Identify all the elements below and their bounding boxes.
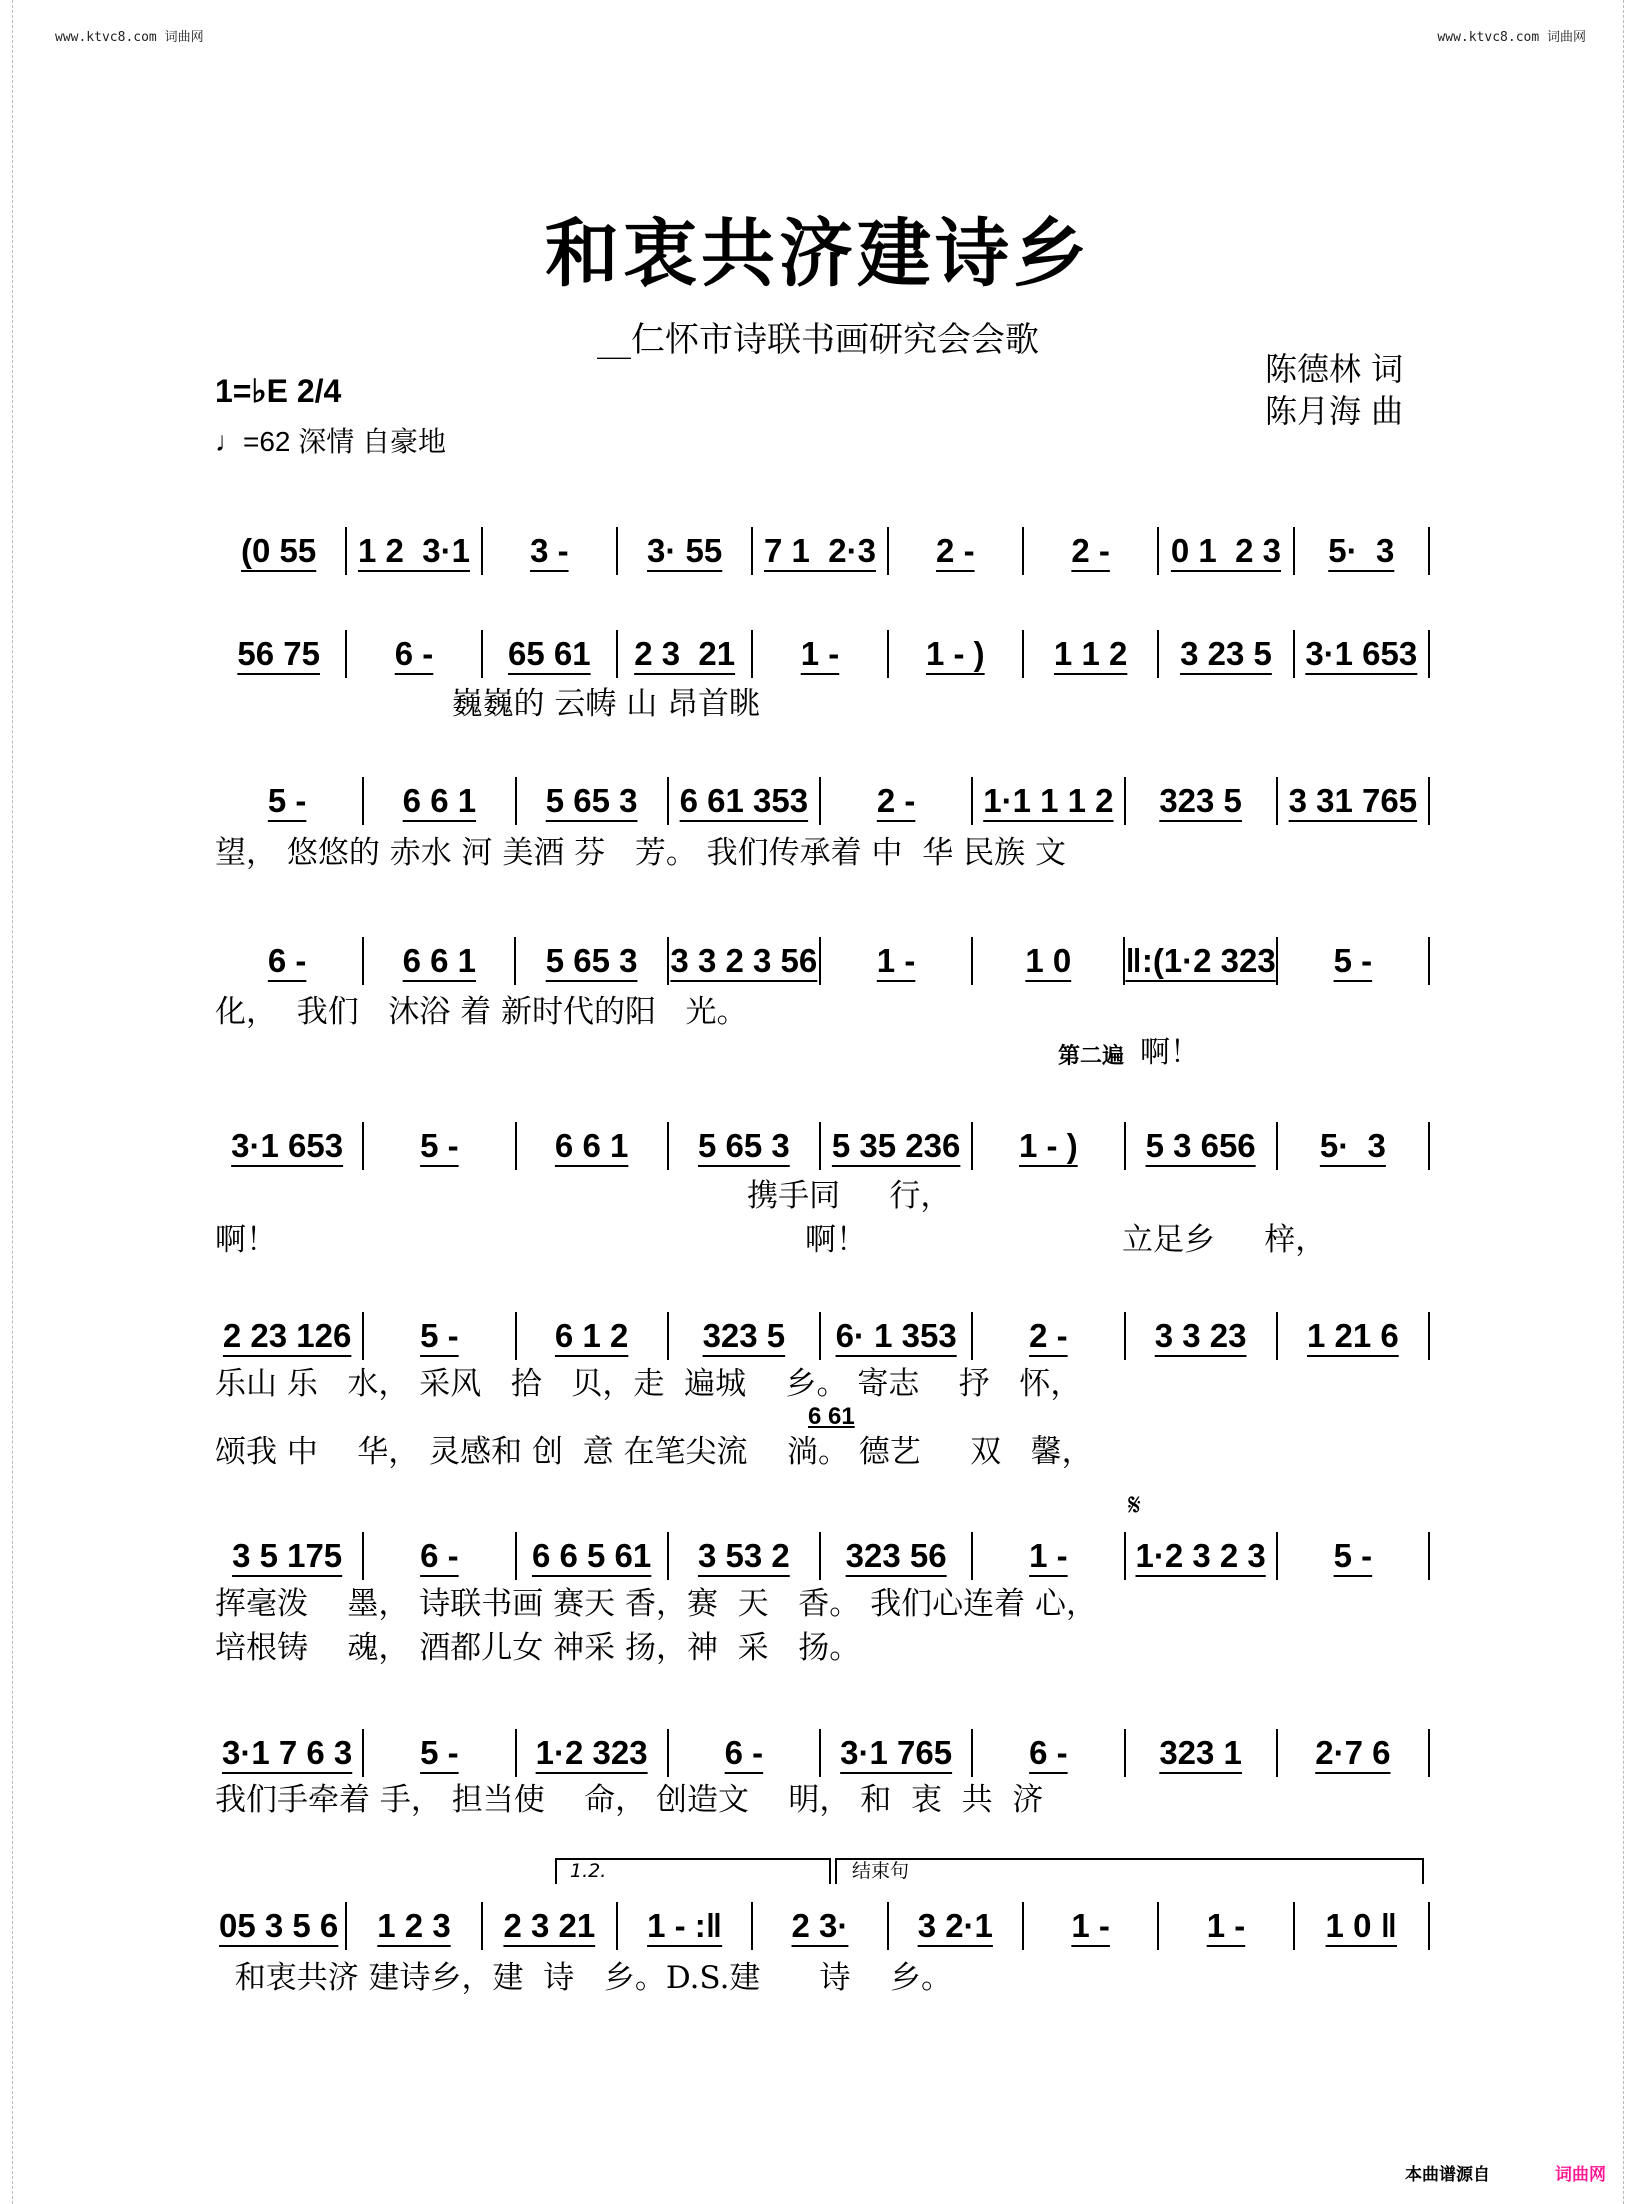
measure: 3 2·1: [889, 1902, 1024, 1950]
measure: 5 65 3: [516, 937, 668, 985]
measure: 6 61 353: [669, 777, 821, 825]
measure: 2·7 6: [1278, 1729, 1430, 1777]
volta-label: 1.2.: [570, 1860, 607, 1882]
measure: 1 2 3·1: [347, 527, 482, 575]
measure: 3· 55: [618, 527, 753, 575]
lyricist-credit: 陈德林 词: [1265, 350, 1404, 388]
composer-credit: 陈月海 曲: [1265, 392, 1404, 430]
measure: 3·1 653: [212, 1122, 364, 1170]
notation-row: [212, 935, 1430, 987]
lyrics-line: 化， 我们 沐浴 着 新时代的阳 光。: [215, 994, 748, 1030]
measure: 5 35 236: [821, 1122, 973, 1170]
lyrics-line: 培根铸 魂， 酒都儿女 神采 扬，神 采 扬。: [215, 1630, 861, 1666]
notation-row: [212, 1900, 1430, 1952]
measure: 6 6 1: [517, 1122, 669, 1170]
watermark-right: www.ktvc8.com 词曲网: [1437, 30, 1586, 45]
measure: 3 31 765: [1278, 777, 1430, 825]
measure: 5 -: [364, 1312, 516, 1360]
measure: 3 3 2 3 56: [669, 937, 821, 985]
notation-row: [212, 525, 1430, 577]
measure: 6 6 1: [364, 777, 516, 825]
measure: 1 - :‖: [618, 1902, 753, 1950]
lyrics-line: 和衷共济 建诗乡，建 诗 乡。D.S.建 诗 乡。: [215, 1960, 952, 1996]
measure: 1 - ): [889, 630, 1024, 678]
measure: 3 -: [483, 527, 618, 575]
second-pass-label: 第二遍: [1058, 1043, 1125, 1068]
lyrics-line: 立足乡 梓，: [1122, 1222, 1327, 1258]
measure: 323 5: [1126, 777, 1278, 825]
notation-row: [212, 628, 1430, 680]
tempo-marking: ♩=62 深情 自豪地: [215, 426, 447, 457]
measure: 1 - ): [973, 1122, 1125, 1170]
measure: 2 -: [889, 527, 1024, 575]
measure: 2 -: [973, 1312, 1125, 1360]
measure: 3 3 23: [1126, 1312, 1278, 1360]
measure: ‖:(1·2 323: [1125, 937, 1277, 985]
measure: 5 3 656: [1126, 1122, 1278, 1170]
measure: 1 21 6: [1278, 1312, 1430, 1360]
measure: 6 1 2: [517, 1312, 669, 1360]
measure: 6 6 5 61: [517, 1532, 669, 1580]
measure: 1 0: [973, 937, 1125, 985]
notation-row: [212, 1530, 1430, 1582]
measure: 05 3 5 6: [212, 1902, 347, 1950]
lyrics-ah: 啊！: [215, 1222, 277, 1258]
measure: 5 -: [1278, 937, 1430, 985]
measure: 6 6 1: [364, 937, 516, 985]
lyrics-line: 颂我 中 华， 灵感和 创 意 在笔尖流 淌。 德艺 双 馨，: [215, 1434, 1093, 1470]
measure: 2 3 21: [483, 1902, 618, 1950]
measure: 5 65 3: [517, 777, 669, 825]
lyrics-ah: 啊！: [1140, 1035, 1200, 1070]
footer-site-link[interactable]: 词曲网: [1555, 2165, 1606, 2185]
measure: 323 5: [669, 1312, 821, 1360]
measure: 3·1 7 6 3: [212, 1729, 364, 1777]
song-subtitle: __仁怀市诗联书画研究会会歌: [597, 320, 1039, 360]
watermark-left: www.ktvc8.com 词曲网: [55, 30, 204, 45]
segno-sign: 𝄋: [1128, 1488, 1141, 1523]
measure: 5 -: [364, 1122, 516, 1170]
measure: 5· 3: [1278, 1122, 1430, 1170]
song-title: 和衷共济建诗乡: [545, 211, 1091, 297]
lyrics-line: 望， 悠悠的 赤水 河 美酒 芬 芳。 我们传承着 中 华 民族 文: [215, 835, 1066, 871]
measure: 5 -: [212, 777, 364, 825]
measure: 6 -: [212, 937, 364, 985]
lyrics-line: 乐山 乐 水， 采风 拾 贝，走 遍城 乡。 寄志 抒 怀，: [215, 1366, 1082, 1402]
measure: 2 23 126: [212, 1312, 364, 1360]
measure: 3·1 765: [821, 1729, 973, 1777]
measure: 7 1 2·3: [753, 527, 888, 575]
measure: 1 -: [1024, 1902, 1159, 1950]
footer-source-label: 本曲谱源自: [1405, 2165, 1490, 2185]
measure: 5· 3: [1295, 527, 1430, 575]
measure: 3 23 5: [1159, 630, 1294, 678]
measure: 5 -: [364, 1729, 516, 1777]
measure: 6 -: [364, 1532, 516, 1580]
notation-row: [212, 1727, 1430, 1779]
lyrics-line: 我们手牵着 手， 担当使 命， 创造文 明， 和 衷 共 济: [215, 1782, 1044, 1818]
measure: 1 -: [1159, 1902, 1294, 1950]
measure: 2 -: [821, 777, 973, 825]
measure: 1·2 323: [517, 1729, 669, 1777]
coda-bracket: [835, 1858, 1424, 1884]
measure: 56 75: [212, 630, 347, 678]
measure: 1 1 2: [1024, 630, 1159, 678]
measure: 5 -: [1278, 1532, 1430, 1580]
notation-row: [212, 1120, 1430, 1172]
measure: 1 -: [821, 937, 973, 985]
measure: 2 3 21: [618, 630, 753, 678]
measure: 1 0 ‖: [1295, 1902, 1430, 1950]
measure: 5 65 3: [669, 1122, 821, 1170]
measure: 0 1 2 3: [1159, 527, 1294, 575]
measure: 3 5 175: [212, 1532, 364, 1580]
key-signature: 1=♭E 2/4: [215, 373, 342, 409]
measure: 3 53 2: [669, 1532, 821, 1580]
measure: 1 2 3: [347, 1902, 482, 1950]
measure: 2 -: [1024, 527, 1159, 575]
alternate-notes: 6 61: [808, 1403, 855, 1430]
measure: 3·1 653: [1295, 630, 1430, 678]
measure: 1·2 3 2 3: [1126, 1532, 1278, 1580]
measure: 6· 1 353: [821, 1312, 973, 1360]
lyrics-line: 挥毫泼 墨， 诗联书画 赛天 香，赛 天 香。 我们心连着 心，: [215, 1586, 1097, 1622]
lyrics-line: 巍巍的 云帱 山 昂首眺: [215, 686, 761, 722]
measure: 6 -: [669, 1729, 821, 1777]
lyrics-ah: 啊！: [805, 1222, 867, 1258]
measure: 323 56: [821, 1532, 973, 1580]
measure: 65 61: [483, 630, 618, 678]
notation-row: [212, 1310, 1430, 1362]
measure: 1 -: [973, 1532, 1125, 1580]
coda-label: 结束句: [852, 1860, 910, 1882]
measure: 6 -: [973, 1729, 1125, 1777]
measure: (0 55: [212, 527, 347, 575]
measure: 1 -: [753, 630, 888, 678]
measure: 6 -: [347, 630, 482, 678]
measure: 2 3·: [753, 1902, 888, 1950]
measure: 323 1: [1126, 1729, 1278, 1777]
notation-row: [212, 775, 1430, 827]
measure: 1·1 1 1 2: [973, 777, 1125, 825]
lyrics-line: 携手同 行，: [215, 1178, 952, 1214]
